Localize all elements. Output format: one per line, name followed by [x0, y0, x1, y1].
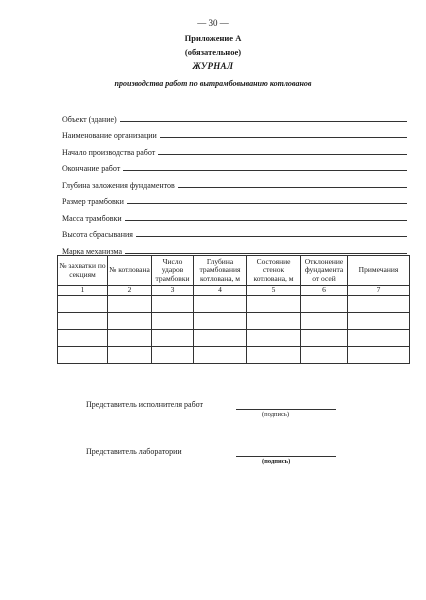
table-cell[interactable] — [108, 296, 152, 313]
column-header: Число ударов трамбовки — [152, 256, 194, 286]
signature-label: Представитель лаборатории — [86, 447, 182, 456]
appendix-title: Приложение А — [184, 33, 242, 43]
field-object — [62, 107, 407, 124]
field-label: Высота сбрасывания — [62, 230, 133, 239]
table-cell[interactable] — [247, 330, 301, 347]
table-cell[interactable] — [194, 296, 247, 313]
field-label: Масса трамбовки — [62, 213, 122, 223]
field-organization — [62, 124, 407, 141]
journal-subtitle: производства работ по вытрамбовыванию котлованов — [114, 79, 312, 88]
column-header: № котлована — [108, 256, 152, 286]
field-tamper-mass — [62, 206, 407, 223]
field-blank-line[interactable] — [125, 252, 407, 254]
field-label: Объект (здание) — [62, 114, 117, 124]
field-label: Размер трамбовки — [62, 197, 124, 206]
column-header: № захватки по секциям — [58, 256, 108, 286]
column-number: 4 — [194, 286, 247, 296]
field-work-end — [62, 157, 407, 174]
table-row — [58, 330, 410, 347]
column-header: Состояние стенок котлована, м — [247, 256, 301, 286]
journal-table — [57, 255, 410, 364]
table-cell[interactable] — [194, 313, 247, 330]
column-number: 6 — [301, 286, 348, 296]
table-cell[interactable] — [348, 330, 410, 347]
table-row — [58, 313, 410, 330]
field-label: Глубина заложения фундаментов — [62, 180, 175, 190]
field-blank-line[interactable] — [158, 153, 407, 155]
column-number: 7 — [348, 286, 410, 296]
table-cell[interactable] — [108, 347, 152, 364]
field-label: Наименование организации — [62, 131, 157, 140]
table-cell[interactable] — [247, 347, 301, 364]
table-cell[interactable] — [301, 296, 348, 313]
field-machine-model — [62, 239, 407, 256]
table-cell[interactable] — [108, 330, 152, 347]
table-cell[interactable] — [348, 296, 410, 313]
table-cell[interactable] — [194, 330, 247, 347]
field-blank-line[interactable] — [178, 186, 407, 188]
table-cell[interactable] — [247, 313, 301, 330]
table-cell[interactable] — [348, 313, 410, 330]
table-cell[interactable] — [152, 313, 194, 330]
field-blank-line[interactable] — [160, 136, 407, 138]
column-header: Примечания — [348, 256, 410, 286]
signature-label: Представитель исполнителя работ — [86, 400, 204, 409]
field-tamper-size — [62, 190, 407, 207]
column-number-row — [58, 286, 410, 296]
signature-caption: (подпись) — [262, 458, 291, 465]
column-header: Глубина трамбования котлована, м — [194, 256, 247, 286]
field-work-start — [62, 140, 407, 157]
page-number: — 30 — — [197, 18, 229, 28]
table-cell[interactable] — [194, 347, 247, 364]
field-blank-line[interactable] — [125, 219, 407, 221]
table-row — [58, 347, 410, 364]
journal-title: ЖУРНАЛ — [192, 61, 234, 71]
table-cell[interactable] — [152, 296, 194, 313]
column-number: 2 — [108, 286, 152, 296]
journal-fields — [62, 107, 407, 256]
table-header-row — [58, 256, 410, 286]
table-cell[interactable] — [108, 313, 152, 330]
appendix-status: (обязательное) — [184, 47, 242, 57]
field-blank-line[interactable] — [123, 169, 407, 171]
table-cell[interactable] — [58, 296, 108, 313]
field-label: Марка механизма — [62, 246, 123, 256]
table-cell[interactable] — [301, 330, 348, 347]
table-cell[interactable] — [301, 313, 348, 330]
field-foundation-depth — [62, 173, 407, 190]
field-blank-line[interactable] — [120, 120, 407, 122]
table-cell[interactable] — [247, 296, 301, 313]
table-cell[interactable] — [58, 313, 108, 330]
field-label: Начало производства работ — [62, 147, 156, 157]
table-cell[interactable] — [58, 347, 108, 364]
table-cell[interactable] — [301, 347, 348, 364]
signature-line[interactable] — [236, 455, 336, 457]
field-label: Окончание работ — [62, 164, 121, 173]
column-number: 3 — [152, 286, 194, 296]
field-blank-line[interactable] — [136, 235, 407, 237]
field-drop-height — [62, 223, 407, 240]
signature-line[interactable] — [236, 408, 336, 410]
table-cell[interactable] — [58, 330, 108, 347]
table-row — [58, 296, 410, 313]
signature-caption: (подпись) — [262, 411, 289, 418]
column-number: 1 — [58, 286, 108, 296]
table-cell[interactable] — [152, 347, 194, 364]
column-number: 5 — [247, 286, 301, 296]
table-cell[interactable] — [348, 347, 410, 364]
table-cell[interactable] — [152, 330, 194, 347]
column-header: Отклонение фундамента от осей — [301, 256, 348, 286]
field-blank-line[interactable] — [127, 202, 407, 204]
